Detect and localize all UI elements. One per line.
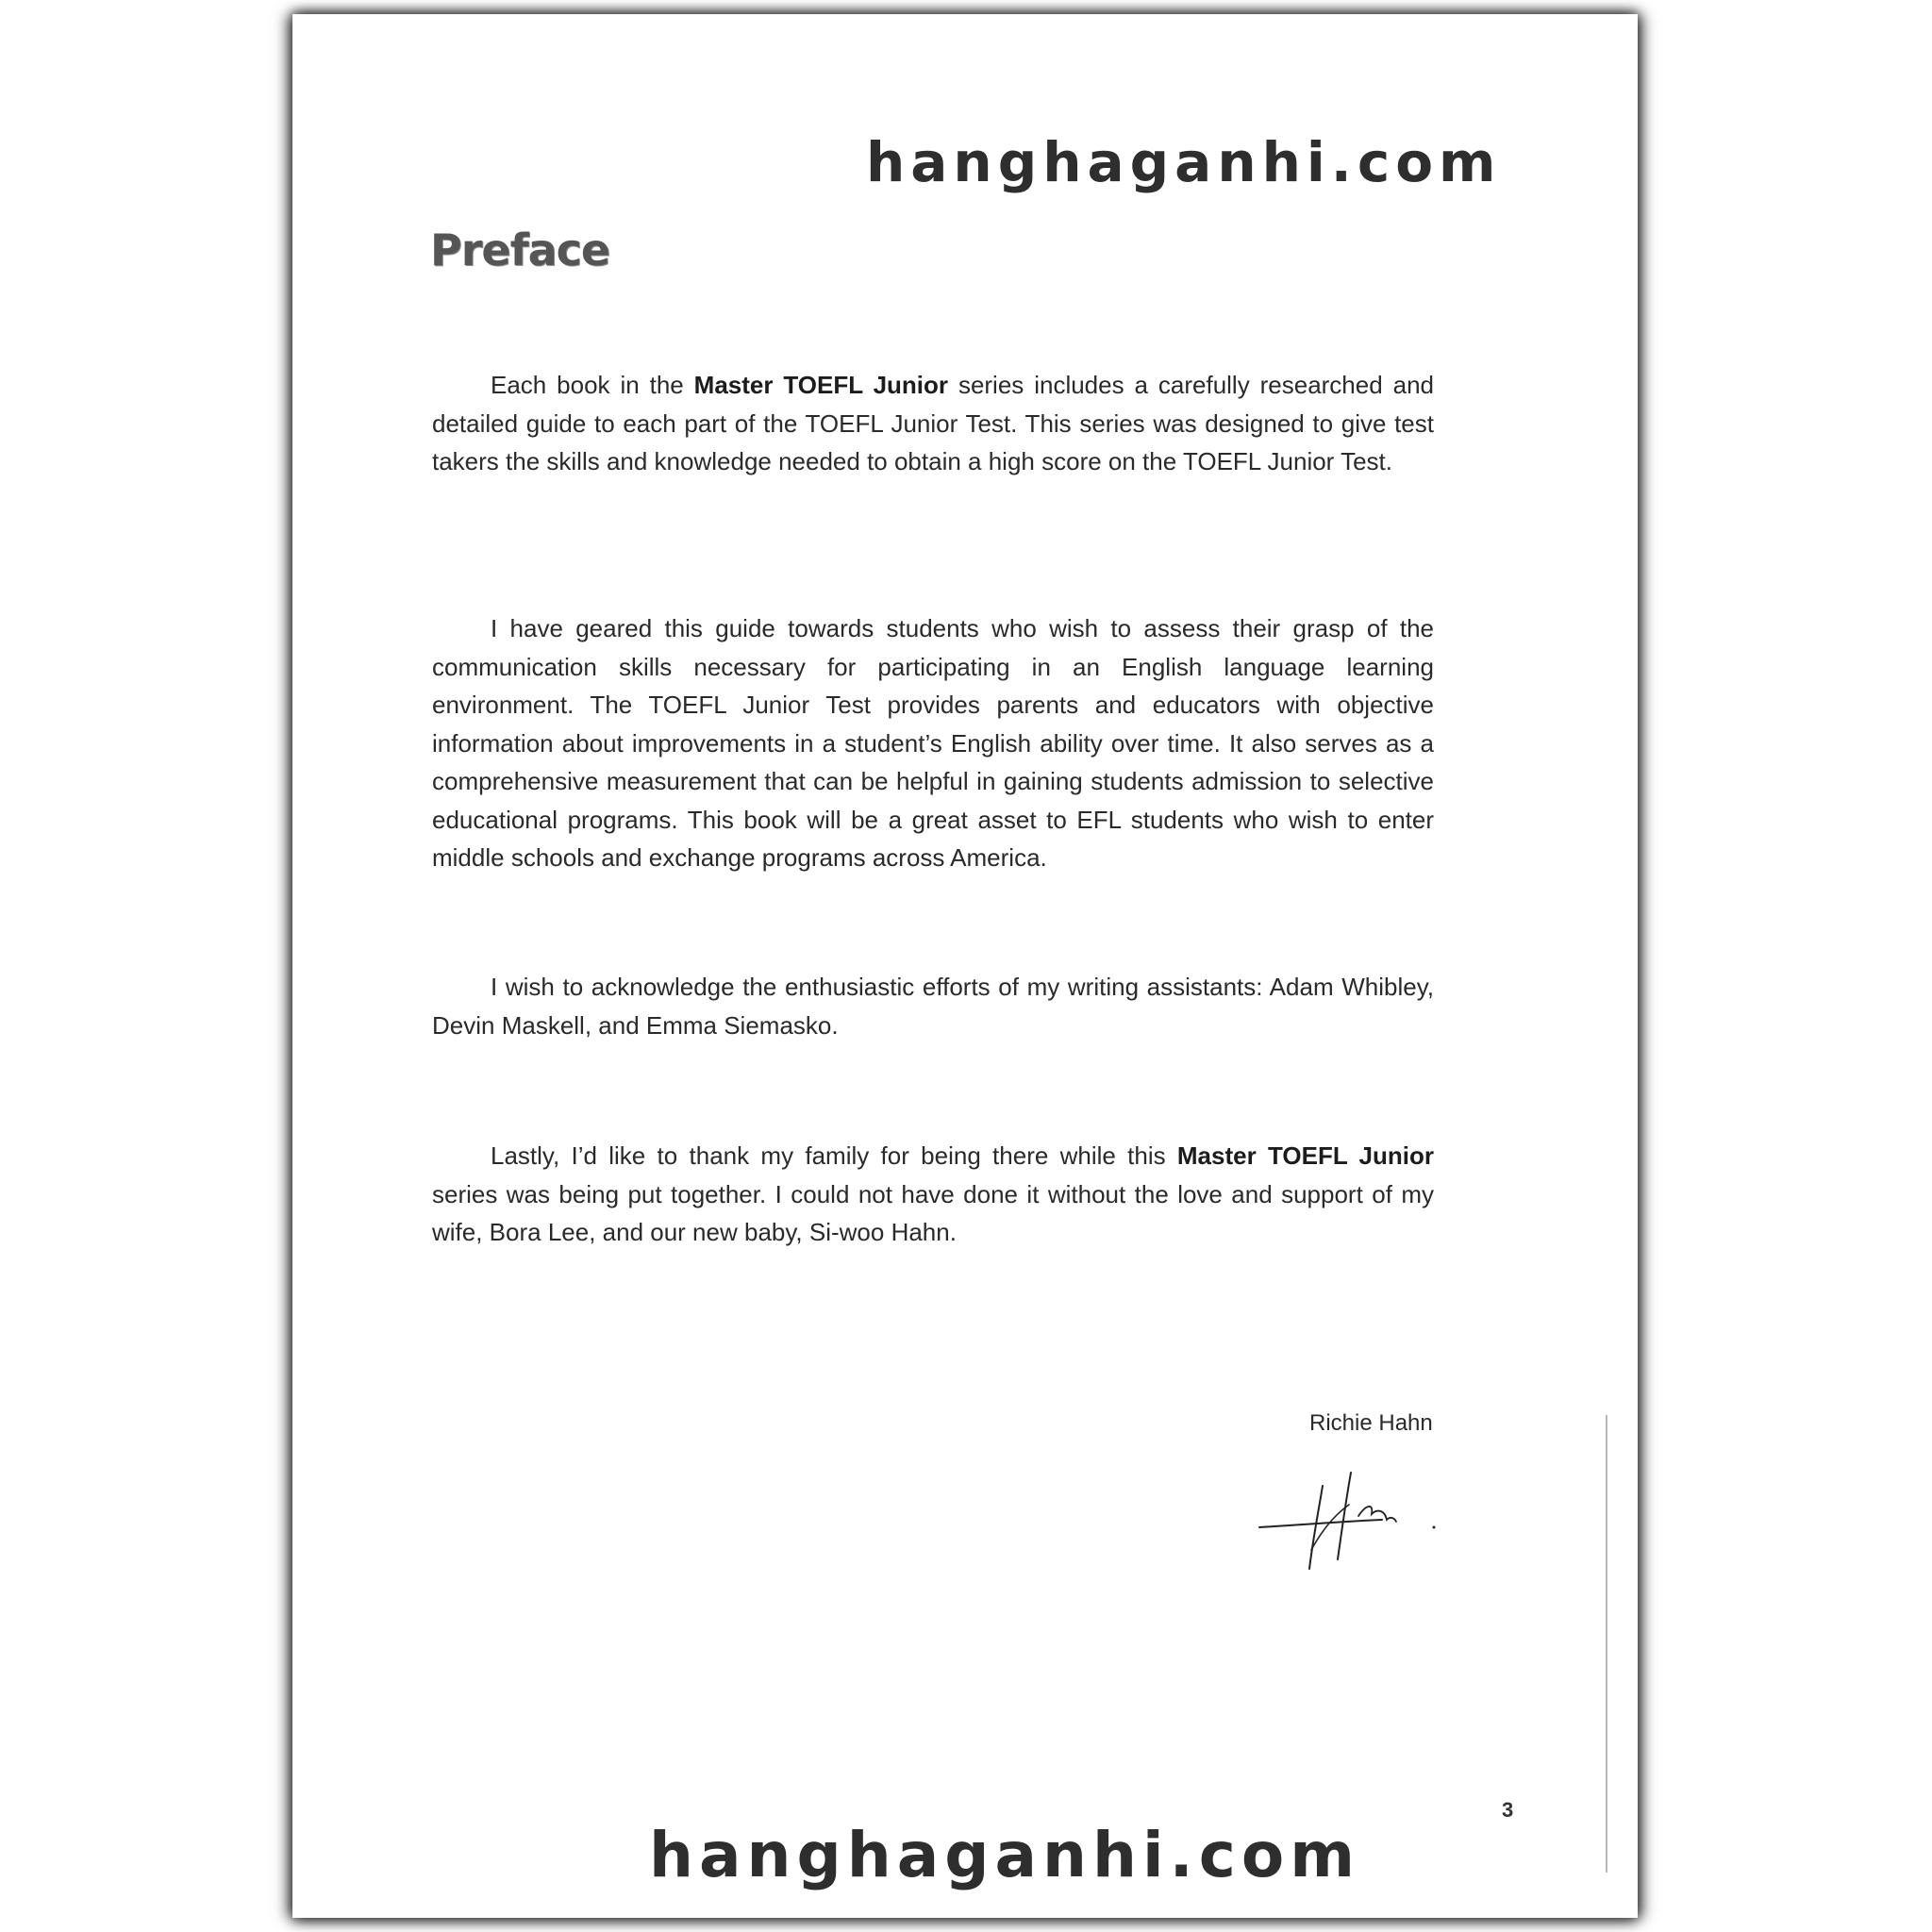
page-title: Preface [430, 225, 610, 275]
author-name: Richie Hahn [1309, 1410, 1433, 1436]
page-number: 3 [1502, 1798, 1514, 1822]
paragraph-family-text-end: series was being put together. I could not have done it without the love and support of my wife, Bora Lee, and our new baby, Si-woo Hahn. [432, 1179, 1434, 1246]
paragraph-intro-text-end: series includes a carefully researched and detailed guide to each part of the TOEFL Junior Test. This series was designed to give test takers the skills and knowledge needed to obtain a high score on the TOEFL Junior Test. [432, 371, 1434, 475]
paragraph-family-thanks [432, 1137, 1434, 1252]
handwritten-signature [1255, 1467, 1443, 1580]
paragraph-audience: I have geared this guide towards students who wish to assess their grasp of the communication skills necessary for participating in an English language learning environment. The TOEFL Junior Test provides parents and educators with objective information about improvements in a student’s English ability over time. It also serves as a comprehensive measurement that can be helpful in gaining students admission to selective educational programs. This book will be a great asset to EFL students who wish to enter middle schools and exchange programs across America. [432, 614, 1434, 872]
series-name-bold: Master TOEFL Junior [693, 371, 949, 399]
series-name-bold: Master TOEFL Junior [1176, 1141, 1434, 1170]
paragraph-acknowledgements: I wish to acknowledge the enthusiastic efforts of my writing assistants: Adam Whibley, Devin Maskell, and Emma Siemasko. [432, 973, 1434, 1040]
paragraph-intro-text-start: Each book in the [491, 371, 694, 399]
document-page [292, 14, 1638, 1918]
paragraph-intro [432, 366, 1434, 481]
watermark-bottom: hanghaganhi.com [649, 1819, 1360, 1891]
paragraph-family-text-start: Lastly, I’d like to thank my family for being there while this [491, 1141, 1177, 1170]
watermark-top: hanghaganhi.com [866, 130, 1502, 194]
page-edge-line [1606, 1415, 1607, 1873]
